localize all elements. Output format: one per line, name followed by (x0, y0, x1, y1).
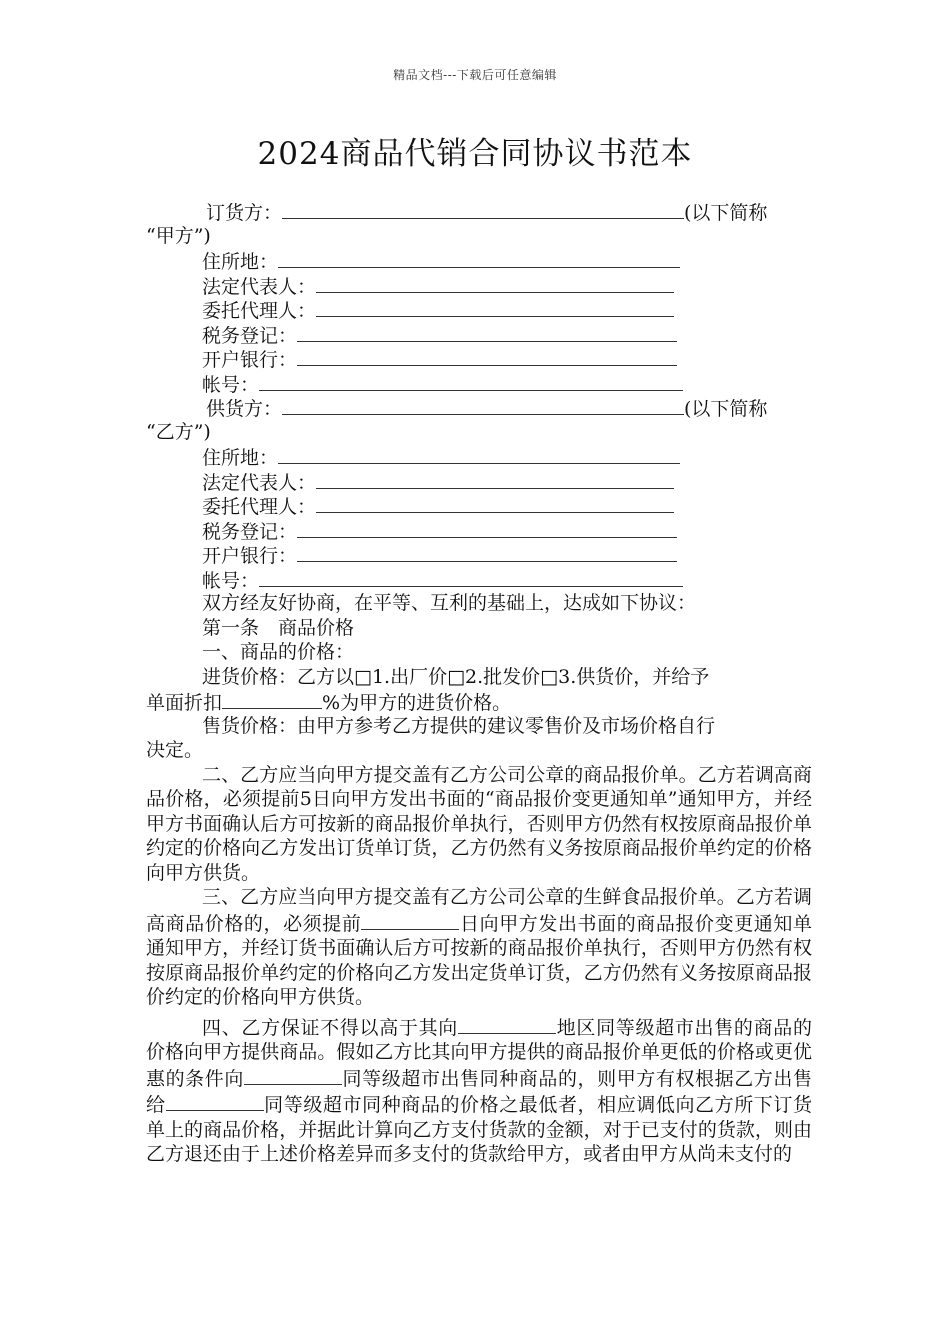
field-label: 帐号： (202, 569, 260, 592)
field-label: 委托代理人： (202, 496, 317, 518)
party-b-line (146, 395, 812, 420)
party-a-blank (282, 199, 684, 219)
field-label: 住所地： (202, 251, 279, 273)
party-b-field-tax (146, 518, 812, 543)
section-4-text-a: 四、乙方保证不得以高于其向 (202, 1016, 458, 1039)
party-a-field-agent (146, 297, 812, 322)
party-b-field-account (146, 567, 812, 592)
party-a-field-tax (146, 322, 812, 347)
party-b-label: 供货方： (206, 398, 283, 420)
field-label: 委托代理人： (202, 300, 317, 322)
party-b-alias: “乙方”) (146, 420, 211, 443)
section-4-blank-2 (244, 1065, 342, 1085)
party-b-field-address (146, 444, 812, 469)
field-label: 税务登记： (202, 324, 298, 347)
header-note: 精品文档---下载后可任意编辑 (393, 68, 557, 82)
field-label: 税务登记： (202, 520, 298, 543)
discount-suffix: %为甲方的进货价格。 (322, 692, 512, 714)
party-b-suffix: (以下简称 (684, 398, 768, 420)
contract-body (146, 199, 812, 1167)
section-4-text-d: 同等级超市同种商品的价格之最低者，相应调低向乙方所下订货单上的商品价格，并据此计算向乙方支付货款的金额，对于已支付的货款，则由乙方退还由于上述价格差异而多支付的货款给甲方，或者由甲方从尚未支付的 (146, 1094, 812, 1165)
sale-price-line-2: 决定。 (146, 739, 204, 761)
article-1-heading: 第一条 商品价格 (202, 616, 355, 639)
section-3-blank (361, 910, 459, 930)
field-blank (297, 322, 677, 342)
party-b-field-bank (146, 542, 812, 567)
field-blank (278, 248, 680, 268)
field-blank (297, 542, 677, 562)
field-label: 开户银行： (202, 349, 298, 371)
field-blank (297, 518, 677, 538)
party-a-field-account (146, 371, 812, 396)
field-label: 开户银行： (202, 545, 298, 567)
field-blank (278, 444, 680, 464)
section-4-text-b: 地区同等级超市出售的商品的价格向甲方提供商品。假如乙方比其向甲方提供的商品报价单更低的价格或更优惠的条件向 (146, 1016, 812, 1090)
field-blank (259, 371, 683, 391)
field-blank (316, 493, 674, 513)
sale-price-line-1: 售货价格：由甲方参考乙方提供的建议零售价及市场价格自行 (202, 714, 716, 737)
field-label: 帐号： (202, 373, 260, 396)
party-a-field-address (146, 248, 812, 273)
discount-blank (222, 689, 322, 709)
party-a-line (146, 199, 812, 224)
field-blank (316, 469, 674, 489)
section-4-blank-3 (166, 1091, 264, 1111)
party-a-field-legal-rep (146, 273, 812, 298)
section-4-text-c: 同等级超市出售同种商品的，则甲方有权根据乙方出售给 (146, 1067, 812, 1116)
party-a-field-bank (146, 346, 812, 371)
section-4-blank-1 (458, 1014, 556, 1034)
field-blank (259, 567, 683, 587)
party-b-blank (282, 395, 684, 415)
purchase-price-line-2 (146, 689, 812, 714)
document-title: 2024商品代销合同协议书范本 (257, 136, 693, 172)
field-label: 住所地： (202, 447, 279, 469)
field-label: 法定代表人： (202, 471, 317, 494)
party-b-field-legal-rep (146, 469, 812, 494)
section-3-paragraph (146, 885, 812, 1010)
intro-line: 双方经友好协商，在平等、互利的基础上，达成如下协议： (202, 592, 697, 614)
party-a-label: 订货方： (206, 202, 283, 224)
party-a-alias: “甲方”) (146, 224, 211, 247)
section-4-paragraph (146, 1014, 812, 1167)
field-blank (316, 273, 674, 293)
field-blank (316, 297, 674, 317)
section-3-text-b: 日向甲方发出书面的商品报价变更通知单通知甲方，并经订货书面确认后方可按新的商品报价单执行，否则甲方仍然有权按原商品报价单约定的价格向乙方发出定货单订货，乙方仍然有义务按原商品报价约定的价格向甲方供货。 (146, 912, 812, 1008)
field-label: 法定代表人： (202, 275, 317, 298)
section-2-paragraph: 二、乙方应当向甲方提交盖有乙方公司公章的商品报价单。乙方若调高商品价格，必须提前5日向甲方发出书面的“商品报价变更通知单”通知甲方，并经甲方书面确认后方可按新的商品报价单执行，否则甲方仍然有权按原商品报价单约定的价格向乙方发出订货单订货，乙方仍然有义务按原商品报价单约定的价格向甲方供货。 (146, 763, 812, 884)
party-a-suffix: (以下简称 (684, 202, 768, 224)
section-3-text-a: 三、乙方应当向甲方提交盖有乙方公司公章的生鲜食品报价单。乙方若调高商品价格的，必须提前 (146, 886, 812, 935)
discount-label: 单面折扣 (146, 692, 223, 714)
section-1-heading: 一、商品的价格： (202, 641, 355, 663)
field-blank (297, 346, 677, 366)
purchase-price-line-1: 进货价格：乙方以□1.出厂价□2.批发价□3.供货价，并给予 (202, 665, 710, 688)
party-b-field-agent (146, 493, 812, 518)
